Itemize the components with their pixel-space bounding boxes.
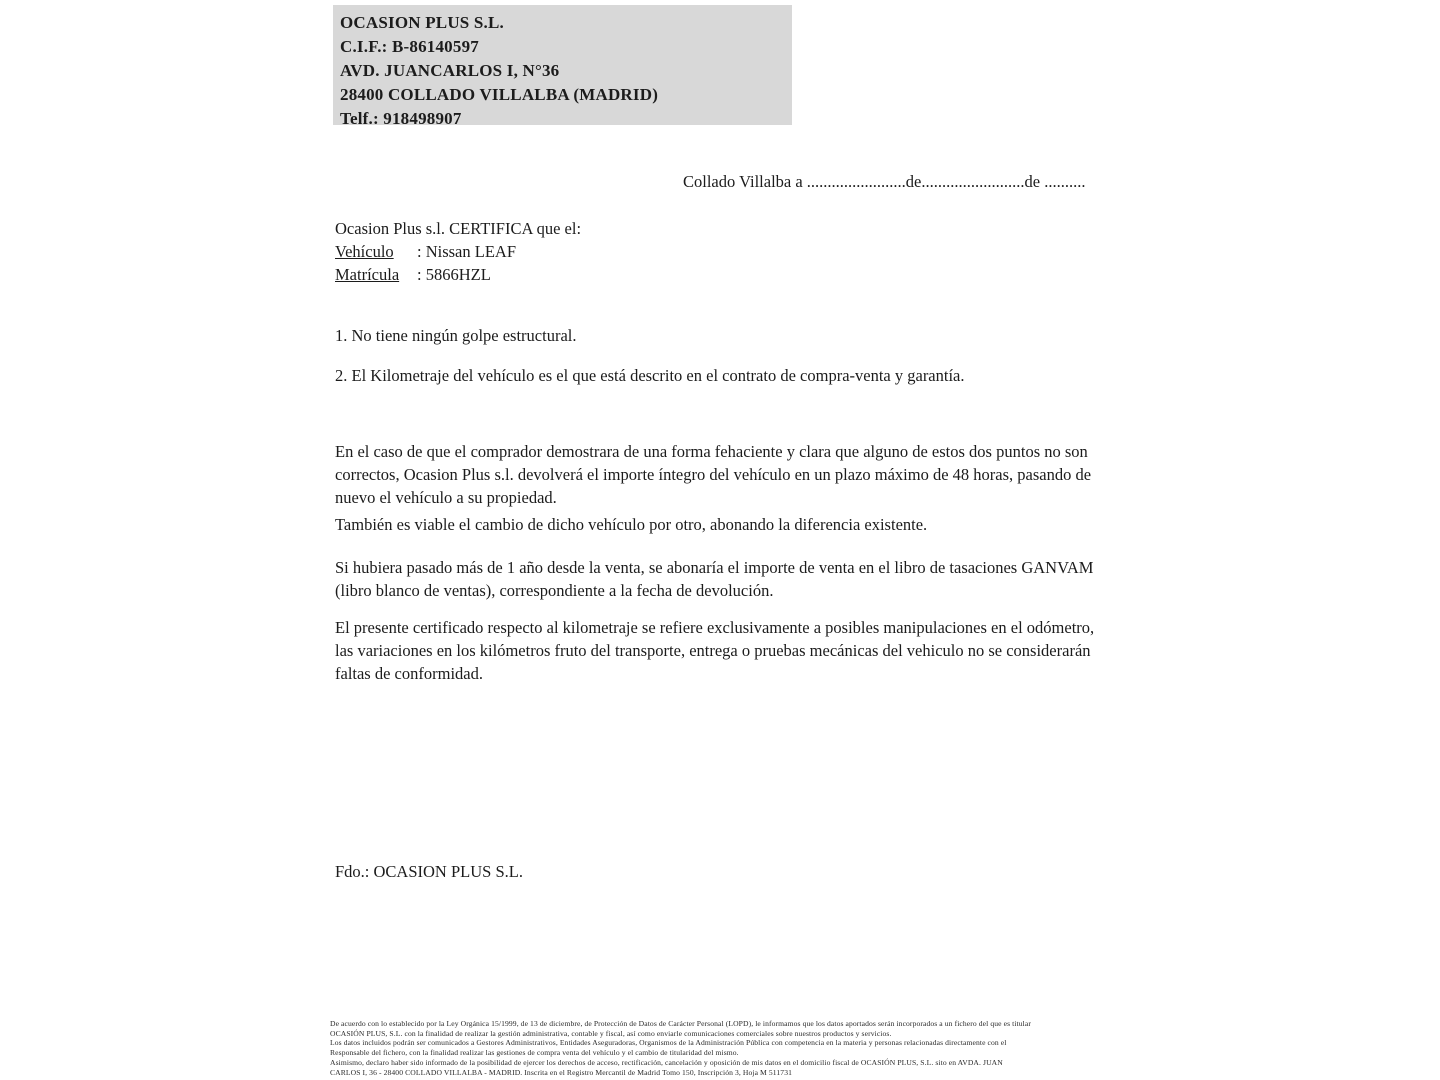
company-header-box (333, 5, 792, 128)
company-name: OCASION PLUS S.L. (340, 13, 504, 32)
paragraph-refund: En el caso de que el comprador demostrara de una forma fehaciente y clara que alguno de estos dos puntos no son correctos, Ocasion Plus s.l. devolverá el importe íntegro del vehículo en un plazo máximo de 48 horas, pasando de nuevo el vehículo a su propiedad. (335, 442, 1092, 507)
legal-footer (330, 1019, 1120, 1077)
plate-value: : 5866HZL (417, 265, 491, 284)
point-mileage: 2. El Kilometraje del vehículo es el que está descrito en el contrato de compra-venta y garantía. (335, 366, 965, 385)
company-cif: C.I.F.: B-86140597 (340, 37, 479, 56)
plate-label: Matrícula (335, 265, 400, 284)
plate-row (335, 263, 581, 286)
footer-line: Los datos incluidos podrán ser comunicados a Gestores Administrativos, Entidades Aseguradoras, Organismos de la Administración Pública con competencia en la materia y personas relacionadas directamente con el (330, 1038, 1007, 1048)
paragraph-exchange: También es viable el cambio de dicho vehículo por otro, abonando la diferencia existente. (335, 515, 928, 534)
certify-intro: Ocasion Plus s.l. CERTIFICA que el: (335, 219, 582, 238)
company-city: 28400 COLLADO VILLALBA (MADRID) (340, 85, 659, 104)
footer-line: De acuerdo con lo establecido por la Ley Orgánica 15/1999, de 13 de diciembre, de Protección de Datos de Carácter Personal (LOPD), le informamos que los datos aportados serán incorporados a un fichero del que es titular (330, 1019, 1031, 1028)
footer-line: OCASIÓN PLUS, S.L. con la finalidad de realizar la gestión administrativa, contable y fiscal, así como enviarle comunicaciones comerciales sobre nuestros productos y servicios. (330, 1028, 892, 1038)
signature-line: Fdo.: OCASION PLUS S.L. (335, 862, 523, 881)
company-address: AVD. JUANCARLOS I, N°36 (340, 61, 560, 80)
paragraph-ganvam: Si hubiera pasado más de 1 año desde la venta, se abonaría el importe de venta en el libro de tasaciones GANVAM (libro blanco de ventas), correspondiente a la fecha de devolución. (335, 558, 1094, 600)
footer-line: CARLOS I, 36 - 28400 COLLADO VILLALBA - MADRID. Inscrita en el Registro Mercantil de Madrid Tomo 150, Inscripción 3, Hoja M 511731 (330, 1067, 792, 1077)
footer-line: Asimismo, declaro haber sido informado de la posibilidad de ejercer los derechos de acceso, rectificación, cancelación y oposición de mis datos en el domicilio fiscal de OCASIÓN PLUS, S.L. sito en AVDA. JUAN (330, 1057, 1003, 1067)
vehicle-label: Vehículo (335, 242, 394, 261)
certify-block (335, 217, 581, 286)
footer-line: Responsable del fichero, con la finalidad realizar las gestiones de compra venta del vehículo y el cambio de titularidad del mismo. (330, 1048, 739, 1058)
paragraph-odometer: El presente certificado respecto al kilometraje se refiere exclusivamente a posibles manipulaciones en el odómetro, las variaciones en los kilómetros fruto del transporte, entrega o pruebas mecánicas del vehiculo no se considerarán faltas de conformidad. (335, 618, 1095, 683)
vehicle-row (335, 240, 581, 263)
point-structural: 1. No tiene ningún golpe estructural. (335, 326, 577, 345)
date-line: Collado Villalba a ........................de.........................de .......... (683, 172, 1086, 191)
vehicle-value: : Nissan LEAF (417, 242, 516, 261)
company-phone: Telf.: 918498907 (340, 109, 462, 128)
